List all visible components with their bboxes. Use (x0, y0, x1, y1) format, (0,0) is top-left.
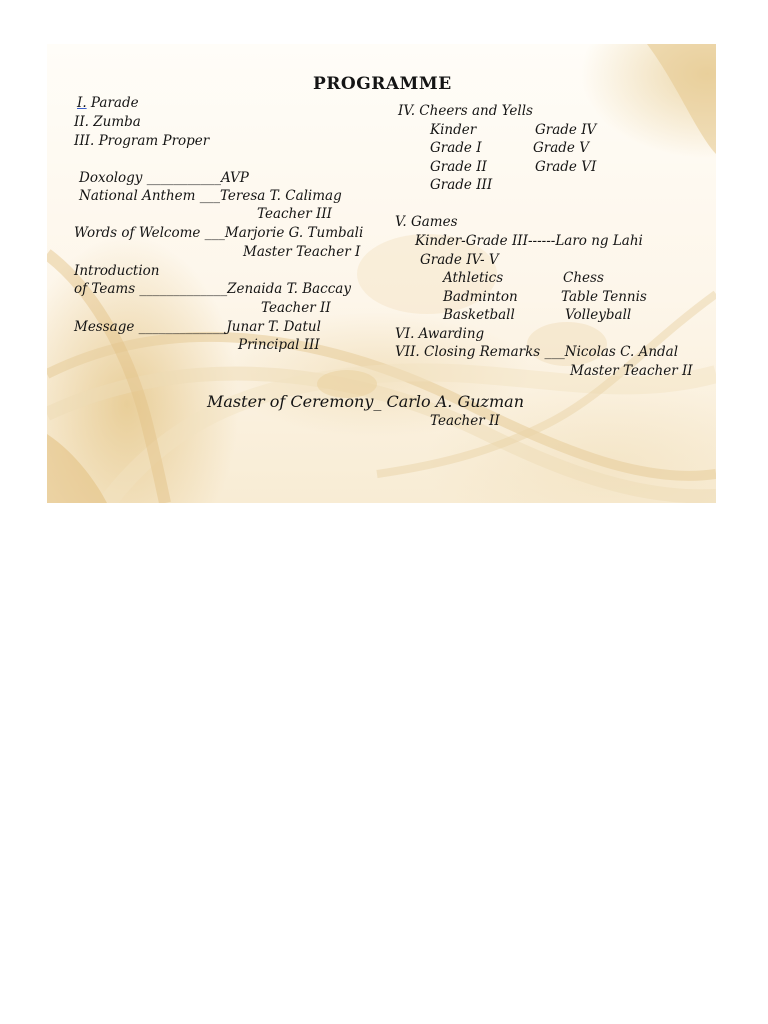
anthem-line: National Anthem ___Teresa T. Calimag (79, 188, 342, 204)
closing-presenter-title: Master Teacher II (570, 363, 693, 379)
grade-item: Grade I (430, 140, 482, 156)
message-line: Message _____________Junar T. Datul (74, 319, 321, 335)
welcome-presenter-title: Master Teacher I (243, 244, 361, 260)
sport-item: Basketball (443, 307, 515, 323)
programme-item-parade (77, 97, 139, 111)
master-of-ceremony-line: Master of Ceremony_ Carlo A. Guzman (207, 392, 524, 411)
grade-item: Grade IV (535, 122, 597, 138)
games-heading: V. Games (395, 214, 458, 230)
teams-presenter-title: Teacher II (261, 300, 331, 316)
grade-item: Grade V (533, 140, 589, 156)
welcome-line: Words of Welcome ___Marjorie G. Tumbali (74, 225, 364, 241)
grade-item: Kinder (430, 122, 477, 138)
introduction-line: Introduction (74, 263, 160, 279)
grade-item: Grade VI (535, 159, 597, 175)
master-of-ceremony-title: Teacher II (430, 413, 500, 429)
programme-item-zumba: II. Zumba (74, 114, 141, 130)
grade-item: Grade III (430, 177, 493, 193)
grade-iv-v-label: Grade IV- V (420, 252, 499, 268)
page-title: PROGRAMME (313, 74, 452, 94)
sport-item: Athletics (443, 270, 504, 286)
doxology-line: Doxology ___________AVP (79, 170, 249, 186)
cheers-heading: IV. Cheers and Yells (398, 103, 533, 119)
item-text: Parade (86, 95, 139, 111)
sport-item: Volleyball (565, 307, 632, 323)
message-presenter-title: Principal III (238, 337, 320, 353)
awarding-line: VI. Awarding (395, 326, 485, 342)
sport-item: Chess (563, 270, 604, 286)
programme-item-program-proper: III. Program Proper (74, 133, 210, 149)
closing-line: VII. Closing Remarks ___Nicolas C. Andal (395, 344, 679, 360)
item-number: I. (77, 95, 87, 111)
anthem-presenter-title: Teacher III (257, 206, 332, 222)
programme-sheet (47, 44, 716, 503)
sport-item: Table Tennis (561, 289, 647, 305)
sport-item: Badminton (443, 289, 518, 305)
kinder-games-line: Kinder-Grade III------Laro ng Lahi (415, 233, 643, 249)
grade-item: Grade II (430, 159, 487, 175)
teams-line: of Teams _____________Zenaida T. Baccay (74, 281, 351, 297)
